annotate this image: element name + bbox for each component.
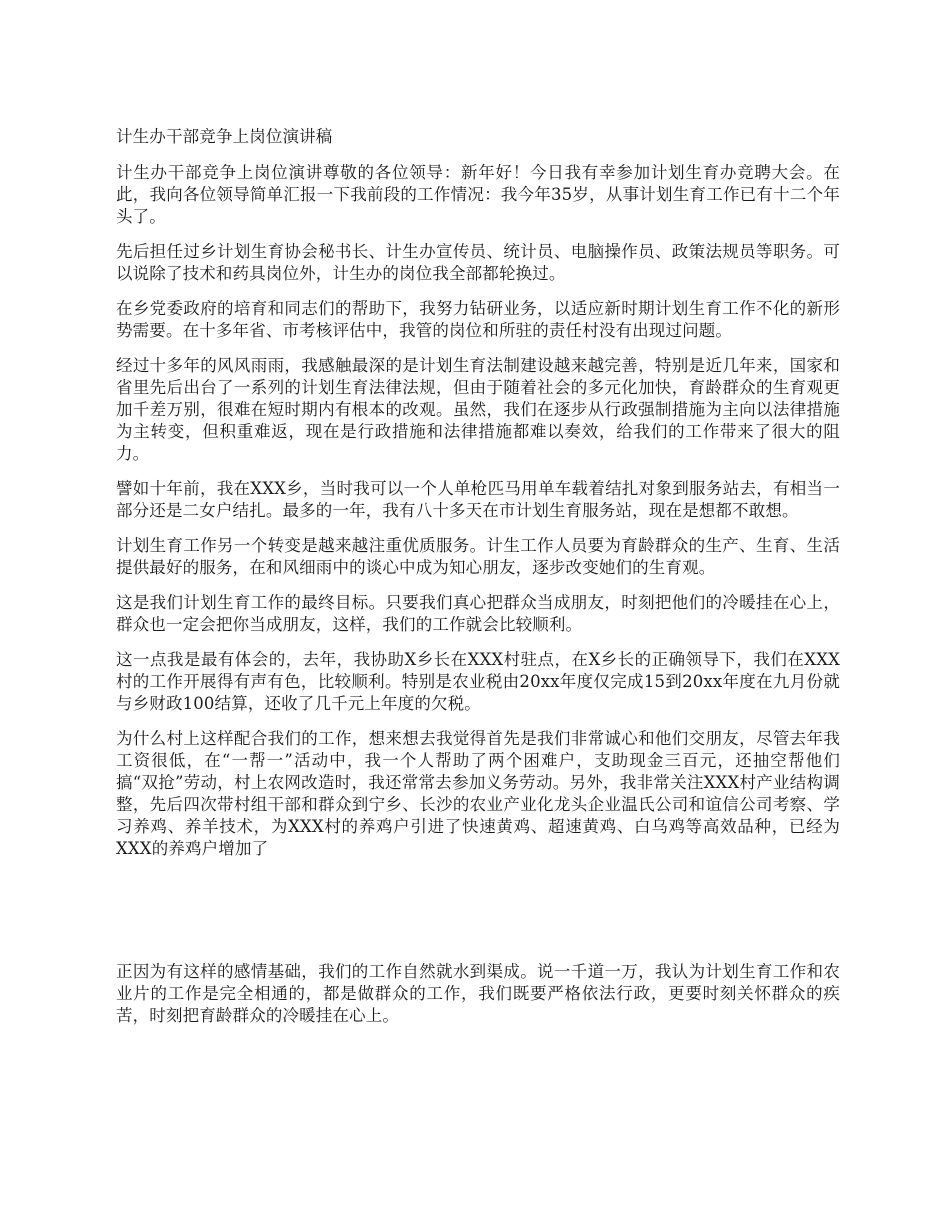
paragraph-experience-village: 这一点我是最有体会的，去年，我协助X乡长在XXX村驻点，在X乡长的正确领导下，我们在XXX村的工作开展得有声有色，比较顺利。特别是农业税由20xx年度仅完成15到20xx年度在九月份就与乡财政100结算，还收了几千元上年度的欠税。 xyxy=(116,650,840,713)
blank-gap xyxy=(116,873,840,961)
document-body xyxy=(116,126,840,1040)
paragraph-training: 在乡党委政府的培育和同志们的帮助下，我努力钻研业务，以适应新时期计划生育工作不化的新形势需要。在十多年省、市考核评估中，我管的岗位和所驻的责任村没有出现过问题。 xyxy=(116,299,840,340)
paragraph-service: 计划生育工作另一个转变是越来越注重优质服务。计生工作人员要为育龄群众的生产、生育、生活提供最好的服务，在和风细雨中的谈心中成为知心朋友，逐步改变她们的生育观。 xyxy=(116,536,840,577)
paragraph-friendship: 为什么村上这样配合我们的工作，想来想去我觉得首先是我们非常诚心和他们交朋友，尽管去年我工资很低，在“一帮一”活动中，我一个人帮助了两个困难户，支助现金三百元，还抽空帮他们搞“双抢”劳动，村上农网改造时，我还常常去参加义务劳动。另外，我非常关注XXX村产业结构调整，先后四次带村组干部和群众到宁乡、长沙的农业产业化龙头企业温氏公司和谊信公司考察、学习养鸡、养羊技术，为XXX村的养鸡户引进了快速黄鸡、超速黄鸡、白乌鸡等高效品种，已经为XXX的养鸡户增加了 xyxy=(116,729,840,858)
document-title: 计生办干部竞争上岗位演讲稿 xyxy=(116,127,333,146)
paragraph-positions: 先后担任过乡计划生育协会秘书长、计生办宣传员、统计员、电脑操作员、政策法规员等职务。可以说除了技术和药具岗位外，计生办的岗位我全部都轮换过。 xyxy=(116,242,840,283)
paragraph-goal: 这是我们计划生育工作的最终目标。只要我们真心把群众当成朋友，时刻把他们的冷暖挂在心上，群众也一定会把你当成朋友，这样，我们的工作就会比较顺利。 xyxy=(116,593,840,634)
paragraph-example: 譬如十年前，我在XXX乡，当时我可以一个人单枪匹马用单车载着结扎对象到服务站去，有相当一部分还是二女户结扎。最多的一年，我有八十多天在市计划生育服务站，现在是想都不敢想。 xyxy=(116,479,840,520)
paragraph-conclusion: 正因为有这样的感情基础，我们的工作自然就水到渠成。说一千道一万，我认为计划生育工作和农业片的工作是完全相通的，都是做群众的工作，我们既要严格依法行政，更要时刻关怀群众的疾苦，时刻把育龄群众的冷暖挂在心上。 xyxy=(116,962,840,1025)
paragraph-experience: 经过十多年的风风雨雨，我感触最深的是计划生育法制建设越来越完善，特别是近几年来，国家和省里先后出台了一系列的计划生育法律法规，但由于随着社会的多元化加快，育龄群众的生育观更加千差万别，很难在短时期内有根本的改观。虽然，我们在逐步从行政强制措施为主向以法律措施为主转变，但积重难返，现在是行政措施和法律措施都难以奏效，给我们的工作带来了很大的阻力。 xyxy=(116,356,840,463)
paragraph-intro: 计生办干部竞争上岗位演讲尊敬的各位领导：新年好！今日我有幸参加计划生育办竞聘大会。在此，我向各位领导简单汇报一下我前段的工作情况：我今年35岁，从事计划生育工作已有十二个年头了。 xyxy=(116,163,840,226)
